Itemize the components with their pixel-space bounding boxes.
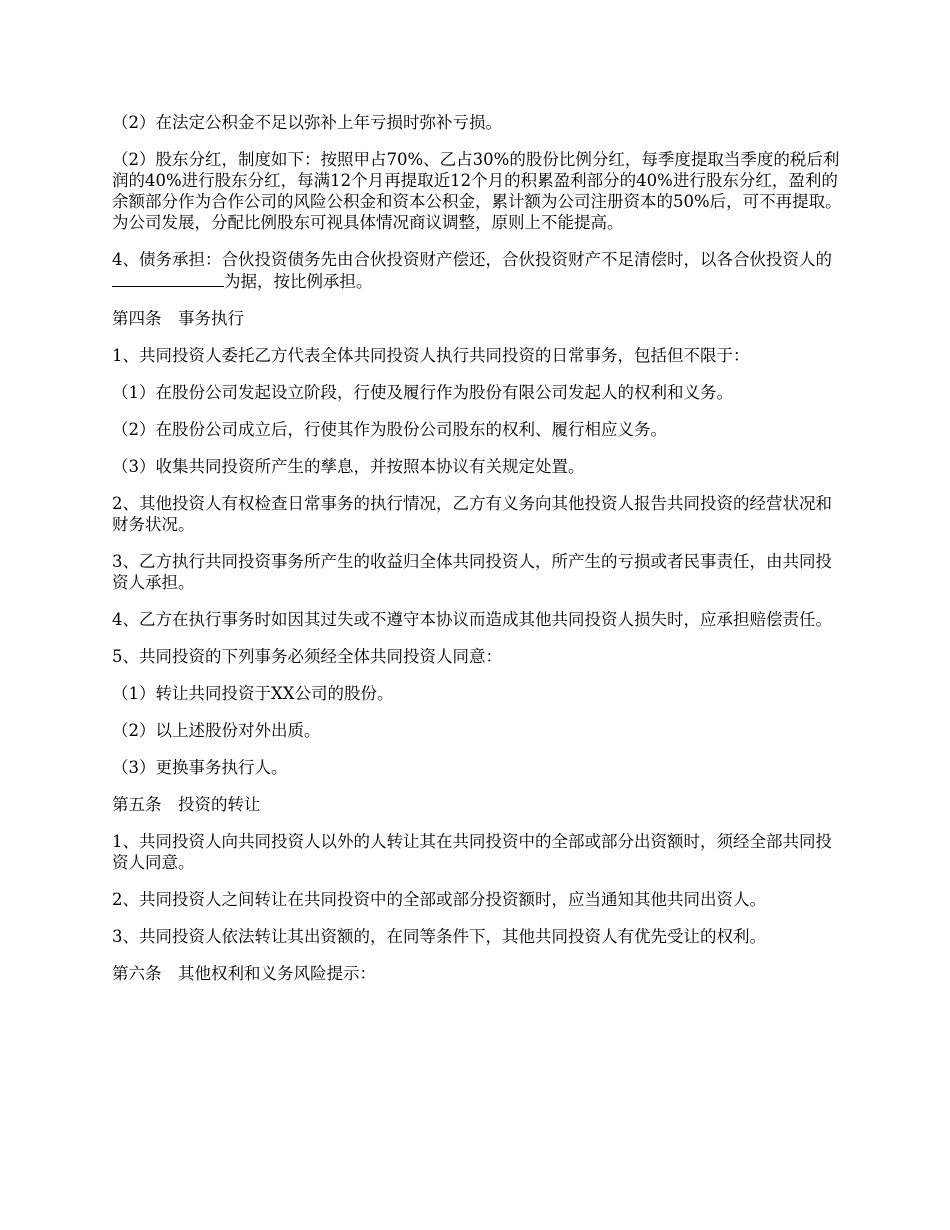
paragraph-article5-item1: 1、共同投资人向共同投资人以外的人转让其在共同投资中的全部或部分出资额时，须经全部共同投资人同意。 xyxy=(112,832,832,872)
paragraph-article4-item5-sub1: （1）转让共同投资于XX公司的股份。 xyxy=(112,684,394,703)
section-heading-article-6: 第六条 其他权利和义务风险提示： xyxy=(112,964,376,983)
paragraph-dividend-policy: （2）股东分红，制度如下：按照甲占70%、乙占30%的股份比例分红，每季度提取当季度的税后利润的40%进行股东分红，每满12个月再提取近12个月的积累盈利部分的40%进行股东分红，盈利的余额部分作为合作公司的风险公积金和资本公积金，累计额为公司注册资本的50%后，可不再提取。为公司发展，分配比例股东可视具体情况商议调整，原则上不能提高。 xyxy=(112,150,842,232)
paragraph-article4-item3: 3、乙方执行共同投资事务所产生的收益归全体共同投资人，所产生的亏损或者民事责任，由共同投资人承担。 xyxy=(112,552,832,592)
paragraph-article5-item2: 2、共同投资人之间转让在共同投资中的全部或部分投资额时，应当通知其他共同出资人。 xyxy=(112,890,766,909)
paragraph-article4-item2: 2、其他投资人有权检查日常事务的执行情况，乙方有义务向其他投资人报告共同投资的经营状况和财务状况。 xyxy=(112,494,832,534)
debt-text-before: 4、债务承担：合伙投资债务先由合伙投资财产偿还，合伙投资财产不足清偿时，以各合伙投资人的 xyxy=(112,250,832,269)
fill-in-blank xyxy=(112,270,224,287)
paragraph-article4-item5-sub2: （2）以上述股份对外出质。 xyxy=(112,721,321,740)
debt-text-after: 为据，按比例承担。 xyxy=(224,272,373,291)
paragraph-reserve-makeup: （2）在法定公积金不足以弥补上年亏损时弥补亏损。 xyxy=(112,113,502,132)
paragraph-article4-sub1: （1）在股份公司发起设立阶段，行使及履行作为股份有限公司发起人的权利和义务。 xyxy=(112,383,733,402)
section-heading-article-4: 第四条 事务执行 xyxy=(112,309,244,328)
document-body xyxy=(112,112,842,1000)
section-heading-article-5: 第五条 投资的转让 xyxy=(112,795,261,814)
paragraph-article5-item3: 3、共同投资人依法转让其出资额的，在同等条件下，其他共同投资人有优先受让的权利。 xyxy=(112,927,766,946)
paragraph-article4-item5: 5、共同投资的下列事务必须经全体共同投资人同意： xyxy=(112,647,502,666)
paragraph-article4-item4: 4、乙方在执行事务时如因其过失或不遵守本协议而造成其他共同投资人损失时，应承担赔偿责任。 xyxy=(112,610,832,629)
paragraph-debt-bearing xyxy=(112,249,842,292)
paragraph-article4-item5-sub3: （3）更换事务执行人。 xyxy=(112,758,288,777)
paragraph-article4-sub3: （3）收集共同投资所产生的孳息，并按照本协议有关规定处置。 xyxy=(112,457,585,476)
paragraph-article4-item1: 1、共同投资人委托乙方代表全体共同投资人执行共同投资的日常事务，包括但不限于： xyxy=(112,346,750,365)
paragraph-article4-sub2: （2）在股份公司成立后，行使其作为股份公司股东的权利、履行相应义务。 xyxy=(112,420,667,439)
